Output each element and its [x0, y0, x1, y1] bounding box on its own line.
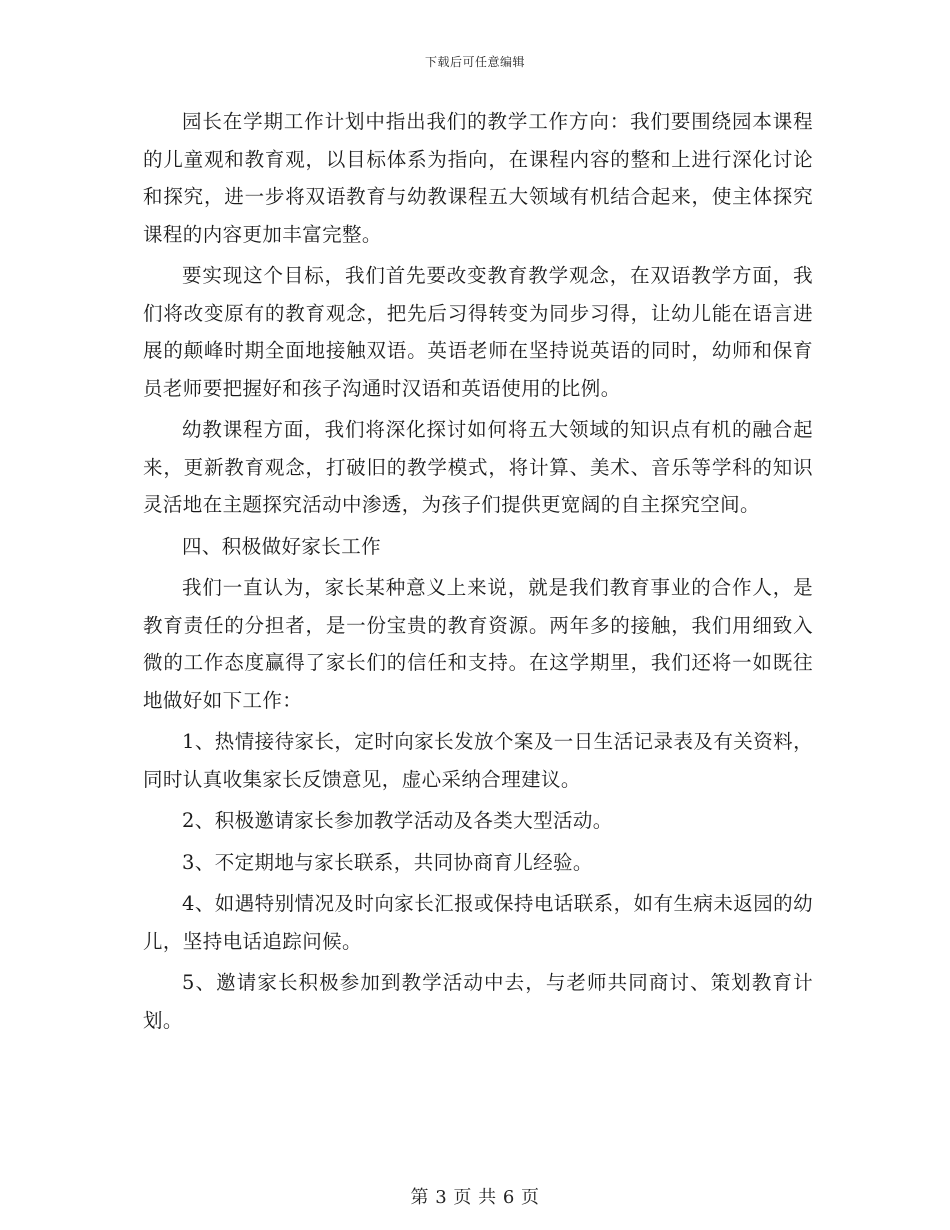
page-header: 下载后可任意编辑	[424, 55, 525, 69]
section-heading: 四、积极做好家长工作	[182, 534, 382, 558]
list-item: 2、积极邀请家长参加教学活动及各类大型活动。	[182, 809, 613, 832]
document-body	[143, 103, 813, 1043]
list-item: 1、热情接待家长，定时向家长发放个案及一日生活记录表及有关资料，同时认真收集家长反馈意见，虚心采纳合理建议。	[143, 730, 813, 791]
paragraph: 我们一直认为，家长某种意义上来说，就是我们教育事业的合作人，是教育责任的分担者，是一份宝贵的教育资源。两年多的接触，我们用细致入微的工作态度赢得了家长们的信任和支持。在这学期里，我们还将一如既往地做好如下工作：	[143, 576, 813, 712]
paragraph: 要实现这个目标，我们首先要改变教育教学观念，在双语教学方面，我们将改变原有的教育观念，把先后习得转变为同步习得，让幼儿能在语言进展的颠峰时期全面地接触双语。英语老师在坚持说英语的同时，幼师和保育员老师要把握好和孩子沟通时汉语和英语使用的比例。	[143, 264, 813, 400]
list-item: 4、如遇特别情况及时向家长汇报或保持电话联系，如有生病未返园的幼儿，坚持电话追踪问候。	[143, 892, 813, 953]
paragraph: 园长在学期工作计划中指出我们的教学工作方向：我们要围绕园本课程的儿童观和教育观，以目标体系为指向，在课程内容的整和上进行深化讨论和探究，进一步将双语教育与幼教课程五大领域有机结合起来，使主体探究课程的内容更加丰富完整。	[143, 110, 813, 246]
paragraph: 幼教课程方面，我们将深化探讨如何将五大领域的知识点有机的融合起来，更新教育观念，打破旧的教学模式，将计算、美术、音乐等学科的知识灵活地在主题探究活动中渗透，为孩子们提供更宽阔的自主探究空间。	[143, 418, 813, 516]
list-item: 5、邀请家长积极参加到教学活动中去，与老师共同商讨、策划教育计划。	[143, 971, 813, 1032]
page-footer: 第 3 页 共 6 页	[410, 1187, 540, 1208]
list-item: 3、不定期地与家长联系，共同协商育儿经验。	[182, 850, 593, 874]
